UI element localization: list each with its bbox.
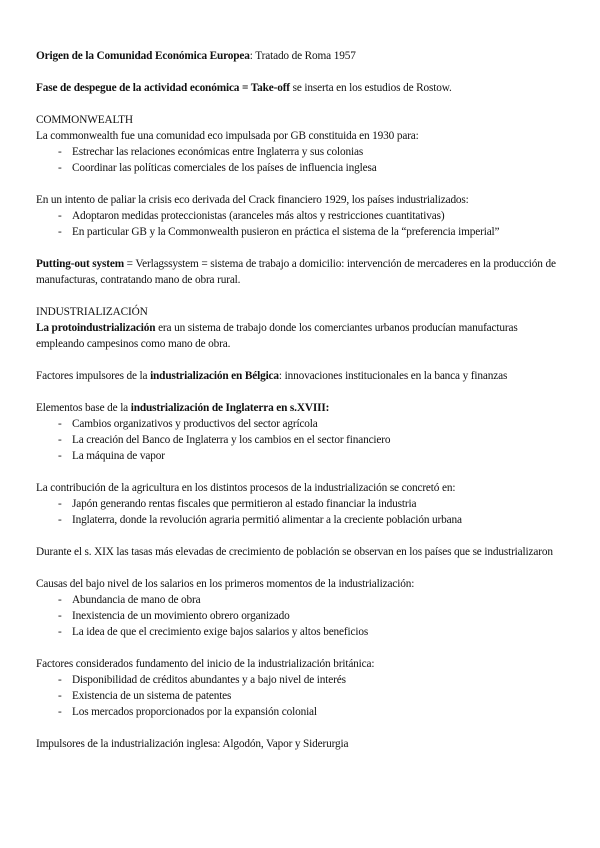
- list-item: - La máquina de vapor: [36, 448, 564, 464]
- list-item: - La creación del Banco de Inglaterra y los cambios en el sector financiero: [36, 432, 564, 448]
- document-page: [36, 48, 564, 752]
- line-fase-despegue: Fase de despegue de la actividad económica = Take-off se inserta en los estudios de Rostow.: [36, 82, 452, 94]
- britanica-list: [36, 672, 564, 720]
- list-item: - Inglaterra, donde la revolución agraria permitió alimentar a la creciente población urbana: [36, 512, 564, 528]
- salarios-list: [36, 592, 564, 640]
- list-item: - Coordinar las políticas comerciales de los países de influencia inglesa: [36, 160, 564, 176]
- agricultura-intro: La contribución de la agricultura en los distintos procesos de la industrialización se concretó en:: [36, 482, 456, 494]
- list-item: - Abundancia de mano de obra: [36, 592, 564, 608]
- list-item: - Disponibilidad de créditos abundantes y a bajo nivel de interés: [36, 672, 564, 688]
- list-item: - Los mercados proporcionados por la expansión colonial: [36, 704, 564, 720]
- heading-commonwealth: COMMONWEALTH: [36, 114, 133, 126]
- impulsores-line: Impulsores de la industrialización inglesa: Algodón, Vapor y Siderurgia: [36, 738, 349, 750]
- belgica-line: Factores impulsores de la industrialización en Bélgica: innovaciones institucionales en la banca y finanzas: [36, 370, 508, 382]
- agricultura-list: [36, 496, 564, 528]
- commonwealth-intro: La commonwealth fue una comunidad eco impulsada por GB constituida en 1930 para:: [36, 130, 419, 142]
- list-item: - Inexistencia de un movimiento obrero organizado: [36, 608, 564, 624]
- putting-out-paragraph: Putting-out system = Verlagssystem = sistema de trabajo a domicilio: intervención de mercaderes en la producción de manufacturas, contratando mano de obra rural.: [36, 258, 556, 286]
- list-item: - Existencia de un sistema de patentes: [36, 688, 564, 704]
- commonwealth-list: [36, 144, 564, 176]
- inglaterra-list: [36, 416, 564, 464]
- britanica-intro: Factores considerados fundamento del inicio de la industrialización británica:: [36, 658, 375, 670]
- list-item: - La idea de que el crecimiento exige bajos salarios y altos beneficios: [36, 624, 564, 640]
- heading-industrializacion: INDUSTRIALIZACIÓN: [36, 306, 148, 318]
- line-origen-cee: Origen de la Comunidad Económica Europea: Tratado de Roma 1957: [36, 50, 356, 62]
- list-item: - En particular GB y la Commonwealth pusieron en práctica el sistema de la “preferencia imperial”: [36, 224, 564, 240]
- list-item: - Japón generando rentas fiscales que permitieron al estado financiar la industria: [36, 496, 564, 512]
- poblacion-paragraph: Durante el s. XIX las tasas más elevadas de crecimiento de población se observan en los países que se industrializaron: [36, 546, 553, 558]
- list-item: - Adoptaron medidas proteccionistas (aranceles más altos y restricciones cuantitativas): [36, 208, 564, 224]
- inglaterra-intro: Elementos base de la industrialización de Inglaterra en s.XVIII:: [36, 402, 330, 414]
- list-item: - Cambios organizativos y productivos del sector agrícola: [36, 416, 564, 432]
- salarios-intro: Causas del bajo nivel de los salarios en los primeros momentos de la industrialización:: [36, 578, 415, 590]
- list-item: - Estrechar las relaciones económicas entre Inglaterra y sus colonias: [36, 144, 564, 160]
- proto-paragraph: La protoindustrialización era un sistema de trabajo donde los comerciantes urbanos producían manufacturas empleando campesinos como mano de obra.: [36, 322, 518, 350]
- crisis-list: [36, 208, 564, 240]
- crisis-intro: En un intento de paliar la crisis eco derivada del Crack financiero 1929, los países industrializados:: [36, 194, 469, 206]
